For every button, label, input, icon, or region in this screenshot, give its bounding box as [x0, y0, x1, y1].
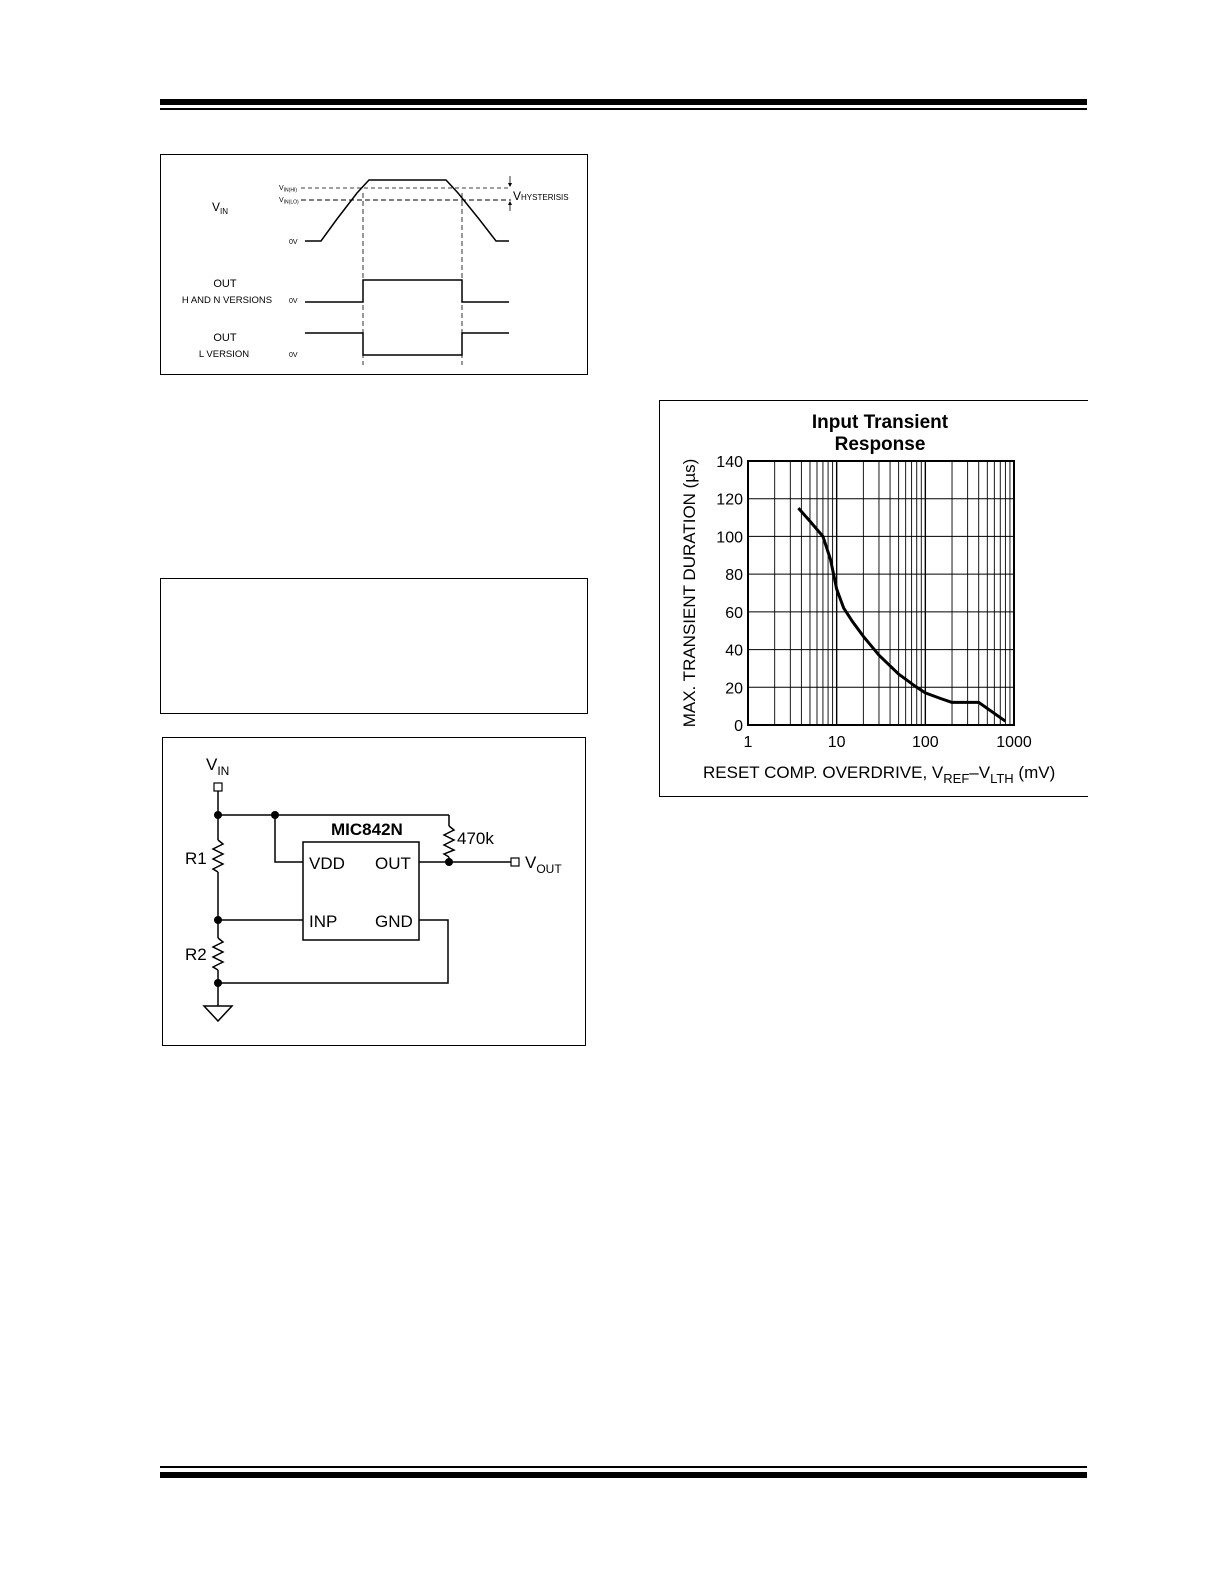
chart-y-axis-label: MAX. TRANSIENT DURATION (µs) [680, 458, 699, 728]
header-rule-thin [160, 108, 1087, 110]
x-tick-label: 1000 [996, 734, 1032, 751]
r1-resistor [213, 840, 223, 872]
vil-label: $V_{IN(LO)}$ [279, 197, 299, 206]
vout-terminal-label: $V_{OUT}$ [525, 853, 562, 876]
x-tick-label: 100 [911, 734, 939, 751]
hysteresis-label: VHYSTERISIS [513, 189, 569, 203]
chart-title-line2: Response [834, 434, 926, 455]
out-hn-label-line1: OUT [213, 278, 237, 290]
r1-label: R1 [185, 849, 207, 868]
out-l-zero-label: 0V [289, 352, 298, 359]
circuit-schematic [162, 737, 586, 1046]
x-tick-label: 10 [827, 734, 846, 751]
transient-chart [659, 400, 1088, 797]
r2-label: R2 [185, 945, 207, 964]
transient-chart-svg [660, 401, 1088, 796]
vin-zero-label: 0V [289, 239, 298, 246]
header-rule-thick [160, 99, 1087, 105]
chart-y-ticks [716, 454, 743, 735]
pin-vdd-label: VDD [309, 854, 345, 873]
footer-rule-thick [160, 1472, 1087, 1478]
chart-title-line1: Input Transient [811, 412, 949, 433]
pin-gnd-label: GND [375, 912, 413, 931]
y-tick-label: 0 [734, 718, 743, 735]
plot-frame [748, 461, 1014, 725]
vin-waveform [305, 180, 509, 241]
vin-terminal-label: $V_{IN}$ [206, 755, 230, 778]
y-tick-label: 60 [725, 604, 743, 622]
pullup-resistor [444, 826, 454, 857]
pin-inp-label: INP [309, 912, 338, 931]
timing-diagram-svg [161, 155, 587, 374]
empty-figure-box [160, 578, 588, 714]
out-hn-zero-label: 0V [289, 298, 298, 305]
out-hn-label-line2: H AND N VERSIONS [181, 295, 273, 306]
out-hn-waveform [305, 280, 509, 302]
junction-out [445, 858, 453, 866]
pin-out-label: OUT [375, 854, 411, 873]
hysteresis-arrowhead-top [508, 183, 512, 187]
y-tick-label: 20 [725, 680, 743, 698]
footer-rule-thin [160, 1466, 1087, 1468]
timing-diagram [160, 154, 588, 375]
pullup-label: 470k [457, 829, 494, 848]
y-tick-label: 120 [716, 491, 743, 509]
vin-label: $V_{IN}$ [212, 200, 229, 216]
y-tick-label: 80 [725, 567, 743, 585]
chart-x-axis-label: RESET COMP. OVERDRIVE, $V_{REF}-V_{LTH}$ (mV) [703, 763, 1056, 786]
x-tick-label: 1 [743, 734, 753, 751]
vdd-wire [275, 815, 303, 862]
hysteresis-arrowhead-bottom [508, 201, 512, 205]
chart-x-ticks [744, 734, 1032, 751]
out-l-label-line1: OUT [213, 332, 237, 344]
ground-icon [204, 1006, 232, 1021]
chart-grid [748, 461, 1014, 725]
y-tick-label: 100 [716, 529, 743, 547]
r2-resistor [213, 938, 223, 970]
y-tick-label: 140 [716, 454, 743, 471]
y-tick-label: 40 [725, 642, 743, 660]
vin-terminal [214, 783, 222, 791]
out-l-waveform [305, 333, 509, 355]
ic-part-label: MIC842N [331, 820, 403, 839]
vout-terminal [511, 858, 519, 866]
vih-label: $V_{IN(HI)}$ [279, 185, 298, 194]
series-line-max-transient [798, 508, 1005, 721]
circuit-schematic-svg [163, 738, 585, 1045]
out-l-label-line2: L VERSION [198, 349, 250, 360]
